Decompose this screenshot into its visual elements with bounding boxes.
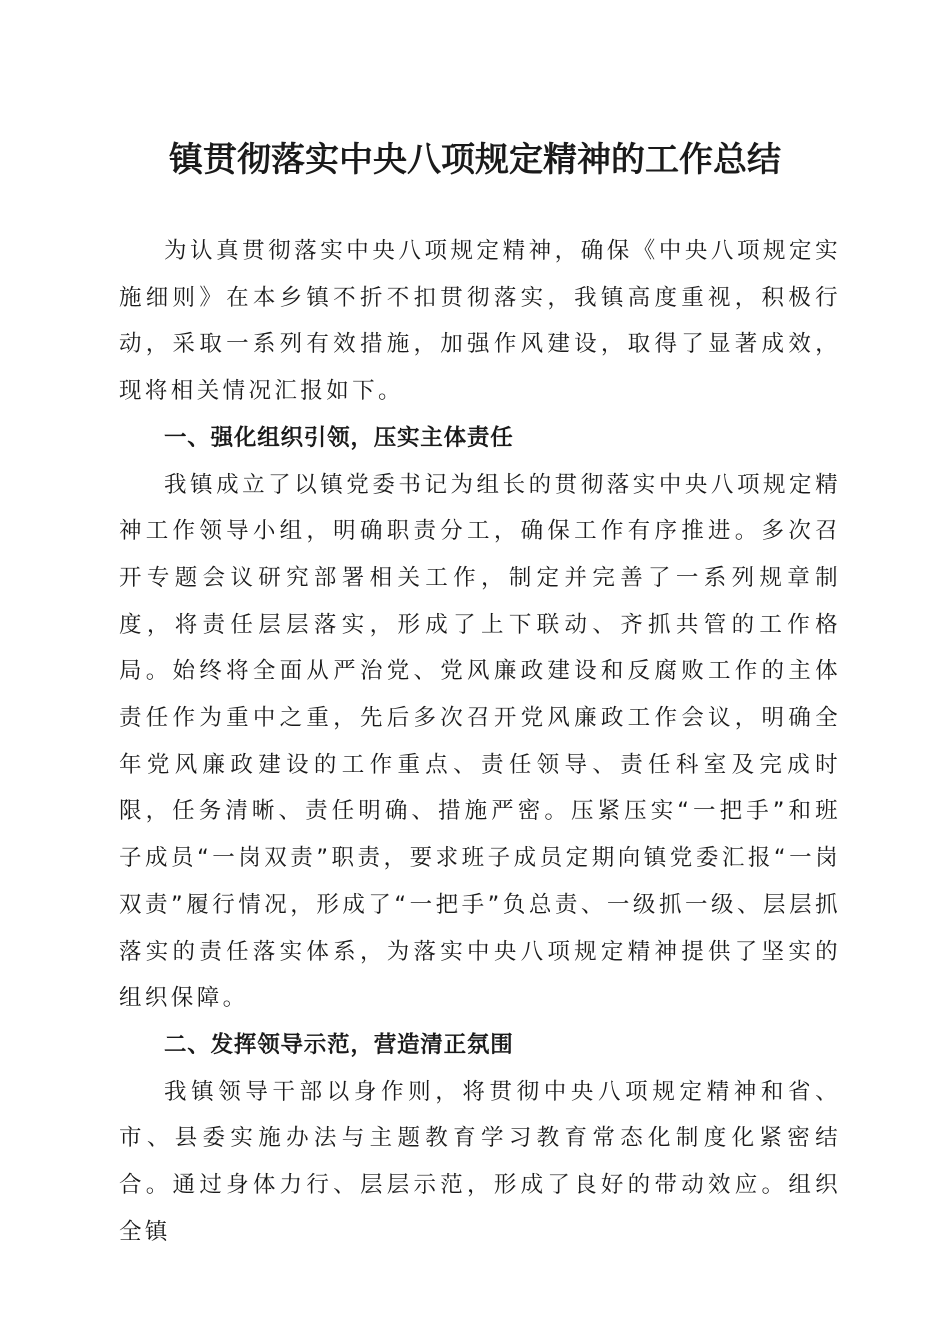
document-title: 镇贯彻落实中央八项规定精神的工作总结	[169, 140, 781, 180]
section-2	[119, 1022, 841, 1256]
document-body	[119, 228, 841, 1255]
section-1	[119, 415, 841, 1022]
section-1-paragraph: 我镇成立了以镇党委书记为组长的贯彻落实中央八项规定精神工作领导小组，明确职责分工，确保工作有序推进。多次召开专题会议研究部署相关工作，制定并完善了一系列规章制度，将责任层层落实，形成了上下联动、齐抓共管的工作格局。始终将全面从严治党、党风廉政建设和反腐败工作的主体责任作为重中之重，先后多次召开党风廉政工作会议，明确全年党风廉政建设的工作重点、责任领导、责任科室及完成时限，任务清晰、责任明确、措施严密。压紧压实“一把手”和班子成员“一岗双责”职责，要求班子成员定期向镇党委汇报“一岗双责”履行情况，形成了“一把手”负总责、一级抓一级、层层抓落实的责任落实体系，为落实中央八项规定精神提供了坚实的组织保障。	[119, 471, 841, 1012]
section-2-paragraph: 我镇领导干部以身作则，将贯彻中央八项规定精神和省、市、县委实施办法与主题教育学习教育常态化制度化紧密结合。通过身体力行、层层示范，形成了良好的带动效应。组织全镇	[119, 1078, 841, 1245]
intro-paragraph: 为认真贯彻落实中央八项规定精神，确保《中央八项规定实施细则》在本乡镇不折不扣贯彻落实，我镇高度重视，积极行动，采取一系列有效措施，加强作风建设，取得了显著成效，现将相关情况汇报如下。	[119, 238, 841, 405]
section-1-heading: 一、强化组织引领，压实主体责任	[164, 424, 514, 451]
section-2-heading: 二、发挥领导示范，营造清正氛围	[164, 1031, 514, 1058]
